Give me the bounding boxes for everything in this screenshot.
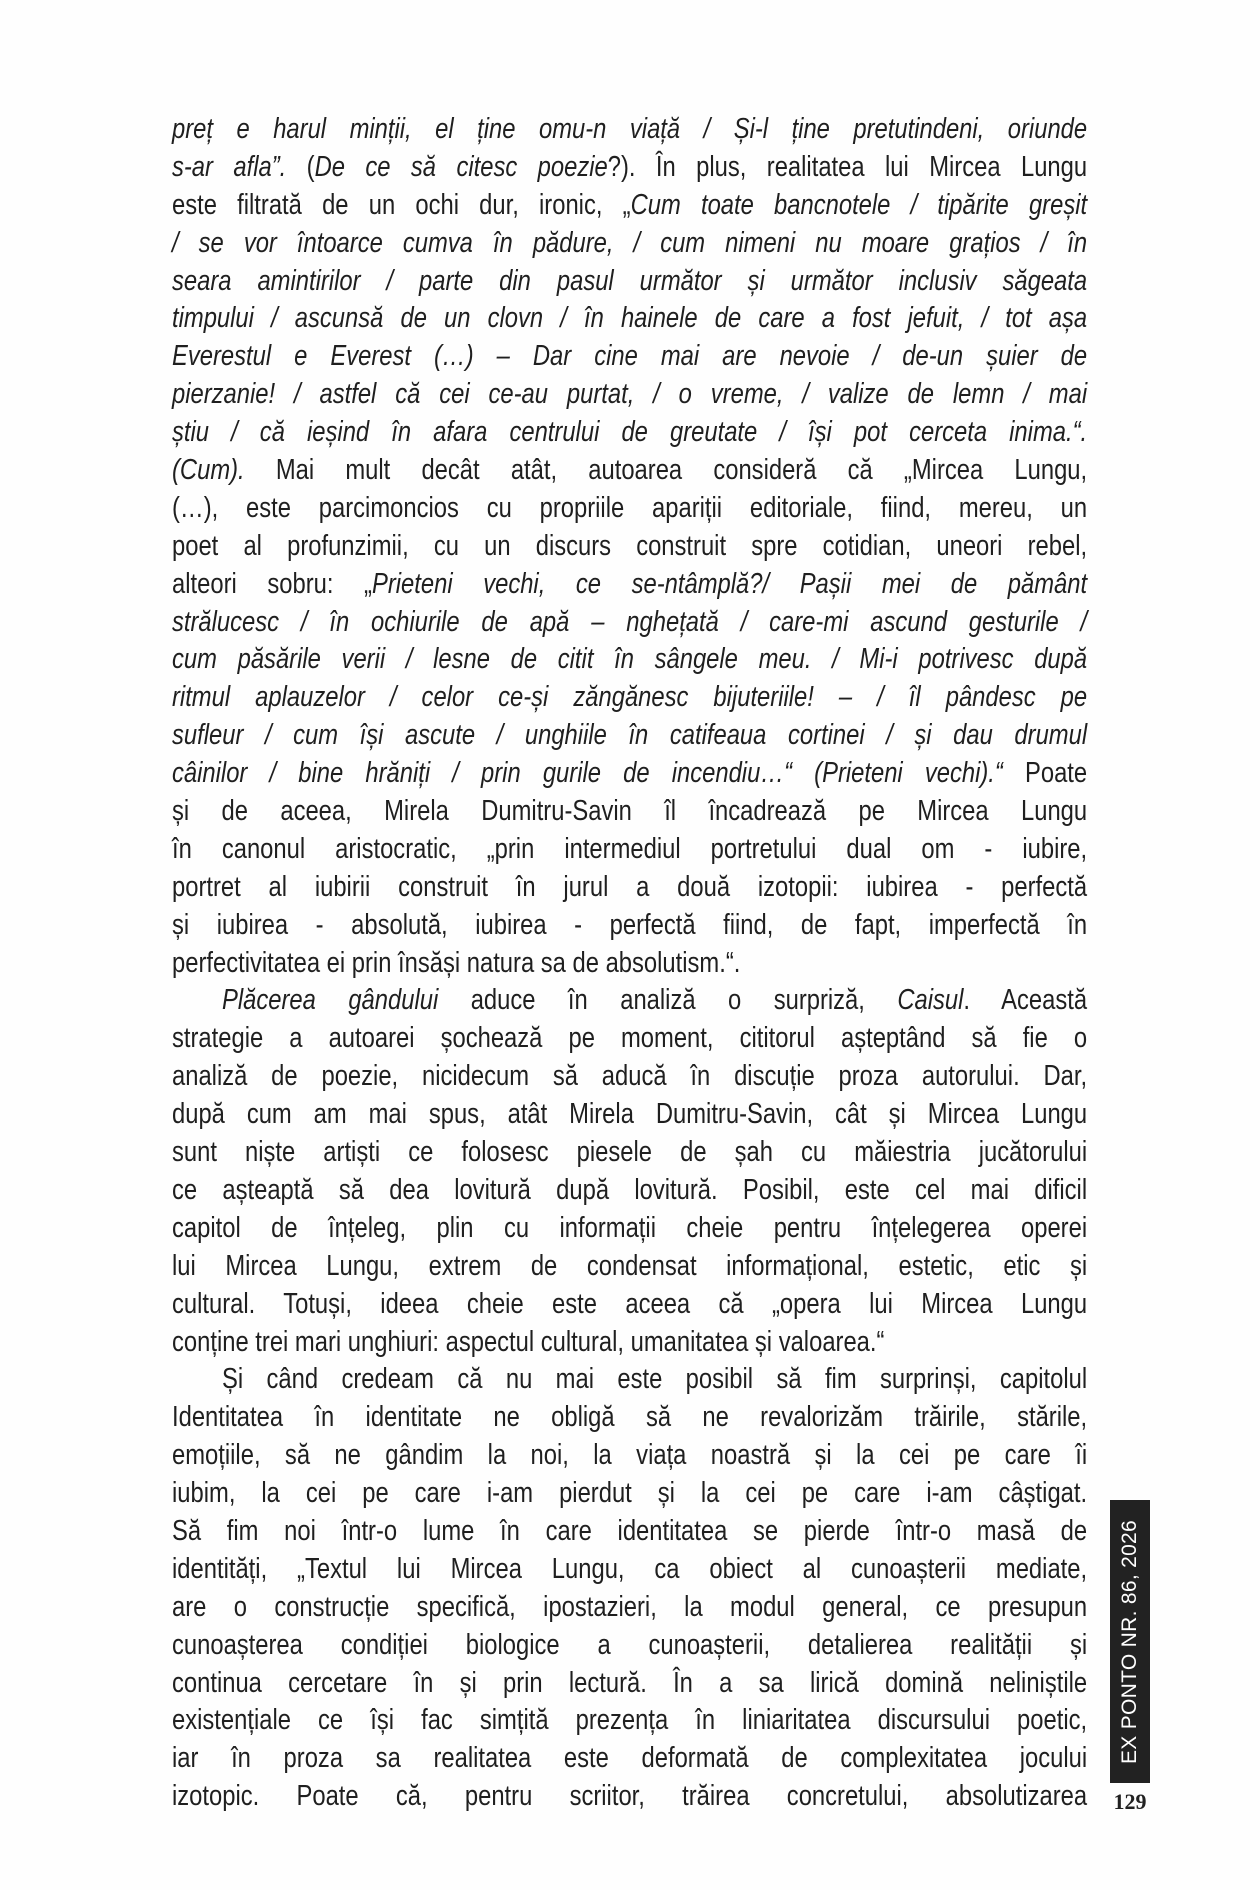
text-segment: este filtrată de un ochi dur, ironic, „ — [172, 188, 631, 221]
italic-text-segment: știu / că ieșind în afara centrului de greutate / își pot cerceta inima.“. — [172, 416, 1088, 449]
text-segment: identități, „Textul lui Mircea Lungu, ca obiect al cunoașterii mediate, — [172, 1552, 1088, 1585]
text-line — [172, 111, 1087, 149]
text-line — [172, 1134, 1087, 1172]
text-segment: cultural. Totuși, ideea cheie este aceea că „opera lui Mircea Lungu — [172, 1287, 1088, 1320]
text-line — [172, 338, 1087, 376]
text-segment: și iubirea - absolută, iubirea - perfectă fiind, de fapt, imperfectă în — [172, 908, 1088, 941]
text-line — [172, 869, 1087, 907]
text-segment: ce așteaptă să dea lovitură după lovitură. Posibil, este cel mai dificil — [172, 1173, 1088, 1206]
text-line — [172, 452, 1087, 490]
italic-text-segment: / se vor întoarce cumva în pădure, / cum nimeni nu moare grațios / în — [172, 226, 1088, 259]
italic-text-segment: Plăcerea gândului — [222, 984, 439, 1017]
text-line — [172, 717, 1087, 755]
text-line — [172, 528, 1087, 566]
text-segment: Să fim noi într-o lume în care identitatea se pierde într-o masă de — [172, 1514, 1088, 1547]
text-line — [172, 1361, 1087, 1399]
text-segment: strategie a autoarei șochează pe moment, cititorul așteptând să fie o — [172, 1022, 1088, 1055]
text-line — [172, 945, 1087, 983]
text-line — [172, 1627, 1087, 1665]
text-line — [172, 755, 1087, 793]
text-segment: portret al iubirii construit în jurul a două izotopii: iubirea - perfectă — [172, 870, 1088, 903]
italic-text-segment: Cum toate bancnotele / tipărite greșit — [630, 188, 1088, 221]
text-line — [172, 1551, 1087, 1589]
text-line — [172, 1096, 1087, 1134]
text-line — [172, 187, 1087, 225]
text-segment: Poate — [1002, 757, 1088, 790]
text-line — [172, 793, 1087, 831]
text-line — [172, 679, 1087, 717]
text-line — [172, 225, 1087, 263]
text-segment: poet al profunzimii, cu un discurs construit spre cotidian, uneori rebel, — [172, 529, 1088, 562]
text-line — [172, 641, 1087, 679]
text-segment: Mai mult decât atât, autoarea consideră că „Mircea Lungu, — [244, 454, 1088, 487]
text-segment: continua cercetare în și prin lectură. În a sa lirică domină neliniștile — [172, 1666, 1088, 1699]
body-text — [172, 111, 1087, 1816]
text-segment: ( — [286, 150, 315, 183]
text-line — [172, 300, 1087, 338]
text-line — [172, 490, 1087, 528]
text-segment: cunoașterea condiției biologice a cunoașterii, detalierea realității și — [172, 1628, 1088, 1661]
text-segment: (…), este parcimoncios cu propriile apariții editoriale, fiind, mereu, un — [172, 491, 1088, 524]
italic-text-segment: timpului / ascunsă de un clovn / în hainele de care a fost jefuit, / tot așa — [172, 302, 1088, 335]
text-segment: alteori sobru: „ — [172, 567, 372, 600]
text-line — [172, 1475, 1087, 1513]
text-line — [172, 982, 1087, 1020]
text-segment: capitol de înțeleg, plin cu informații cheie pentru înțelegerea operei — [172, 1211, 1088, 1244]
text-segment: perfectivitatea ei prin însăși natura sa de absolutism.“. — [172, 946, 741, 979]
text-line — [172, 1399, 1087, 1437]
text-line — [172, 907, 1087, 945]
text-segment: lui Mircea Lungu, extrem de condensat informațional, estetic, etic și — [172, 1249, 1088, 1282]
text-line — [172, 1589, 1087, 1627]
journal-side-tab — [1110, 1500, 1150, 1783]
text-line — [172, 149, 1087, 187]
italic-text-segment: sufleur / cum își ascute / unghiile în catifeaua cortinei / și dau drumul — [172, 719, 1088, 752]
italic-text-segment: strălucesc / în ochiurile de apă – nghețată / care-mi ascund gesturile / — [172, 605, 1088, 638]
text-segment: ?). În plus, realitatea lui Mircea Lungu — [607, 150, 1088, 183]
text-segment: sunt niște artiști ce folosesc piesele de șah cu măiestria jucătorului — [172, 1136, 1088, 1169]
page-number: 129 — [1113, 1789, 1147, 1814]
text-segment: emoțiile, să ne gândim la noi, la viața noastră și la cei pe care îi — [172, 1439, 1088, 1472]
italic-text-segment: cum păsările verii / lesne de citit în sângele meu. / Mi-i potrivesc după — [172, 643, 1088, 676]
paragraph — [172, 111, 1087, 982]
italic-text-segment: pierzanie! / astfel că cei ce-au purtat, / o vreme, / valize de lemn / mai — [172, 378, 1088, 411]
text-line — [172, 1740, 1087, 1778]
text-line — [172, 263, 1087, 301]
text-segment: iubim, la cei pe care i-am pierdut și la cei pe care i-am câștigat. — [172, 1477, 1088, 1510]
text-segment: aduce în analiză o surpriză, — [438, 984, 898, 1017]
text-segment: în canonul aristocratic, „prin intermediul portretului dual om - iubire, — [172, 832, 1088, 865]
text-line — [172, 604, 1087, 642]
italic-text-segment: seara amintirilor / parte din pasul următor și următor inclusiv săgeata — [172, 264, 1088, 297]
italic-text-segment: Prieteni vechi, ce se-ntâmplă?/ Pașii mei de pământ — [371, 567, 1088, 600]
text-segment: are o construcție specifică, ipostazieri, la modul general, ce presupun — [172, 1590, 1088, 1623]
text-line — [172, 566, 1087, 604]
text-line — [172, 414, 1087, 452]
text-line — [172, 1324, 1087, 1362]
text-line — [172, 1665, 1087, 1703]
text-line — [172, 376, 1087, 414]
text-segment: Și când credeam că nu mai este posibil să fim surprinși, capitolul — [222, 1363, 1088, 1396]
italic-text-segment: preț e harul minții, el ține omu-n viață / Și-l ține pretutindeni, oriunde — [172, 113, 1088, 145]
italic-text-segment: câinilor / bine hrăniți / prin gurile de incendiu…“ (Prieteni vechi).“ — [172, 757, 1003, 790]
paragraph — [172, 982, 1087, 1361]
text-segment: după cum am mai spus, atât Mirela Dumitru-Savin, cât și Mircea Lungu — [172, 1098, 1088, 1131]
text-line — [172, 1058, 1087, 1096]
text-segment: . Această — [963, 984, 1088, 1017]
text-segment: analiză de poezie, nicidecum să aducă în discuție proza autorului. Dar, — [172, 1060, 1088, 1093]
text-line — [172, 1437, 1087, 1475]
text-line — [172, 1513, 1087, 1551]
italic-text-segment: (Cum). — [172, 454, 245, 487]
text-line — [172, 1702, 1087, 1740]
text-line — [172, 1210, 1087, 1248]
italic-text-segment: De ce să citesc poezie — [314, 150, 608, 183]
italic-text-segment: ritmul aplauzelor / celor ce-și zăngănesc bijuteriile! – / îl pândesc pe — [172, 681, 1088, 714]
text-segment: Identitatea în identitate ne obligă să ne revalorizăm trăirile, stările, — [172, 1401, 1088, 1434]
text-line — [172, 1778, 1087, 1816]
italic-text-segment: Caisul — [897, 984, 964, 1017]
text-segment: și de aceea, Mirela Dumitru-Savin îl încadrează pe Mircea Lungu — [172, 795, 1088, 828]
italic-text-segment: Everestul e Everest (…) – Dar cine mai are nevoie / de-un șuier de — [172, 340, 1088, 373]
text-line — [172, 1172, 1087, 1210]
journal-issue-label: EX PONTO NR. 86, 2026 — [1118, 1519, 1141, 1764]
text-line — [172, 831, 1087, 869]
text-line — [172, 1020, 1087, 1058]
text-segment: conține trei mari unghiuri: aspectul cultural, umanitatea și valoarea.“ — [172, 1325, 885, 1358]
italic-text-segment: s-ar afla”. — [172, 150, 287, 183]
text-line — [172, 1248, 1087, 1286]
text-line — [172, 1286, 1087, 1324]
text-segment: existențiale ce își fac simțită prezența în liniaritatea discursului poetic, — [172, 1704, 1088, 1737]
paragraph — [172, 1361, 1087, 1816]
text-segment: izotopic. Poate că, pentru scriitor, trăirea concretului, absolutizarea — [172, 1780, 1088, 1813]
text-segment: iar în proza sa realitatea este deformată de complexitatea jocului — [172, 1742, 1088, 1775]
